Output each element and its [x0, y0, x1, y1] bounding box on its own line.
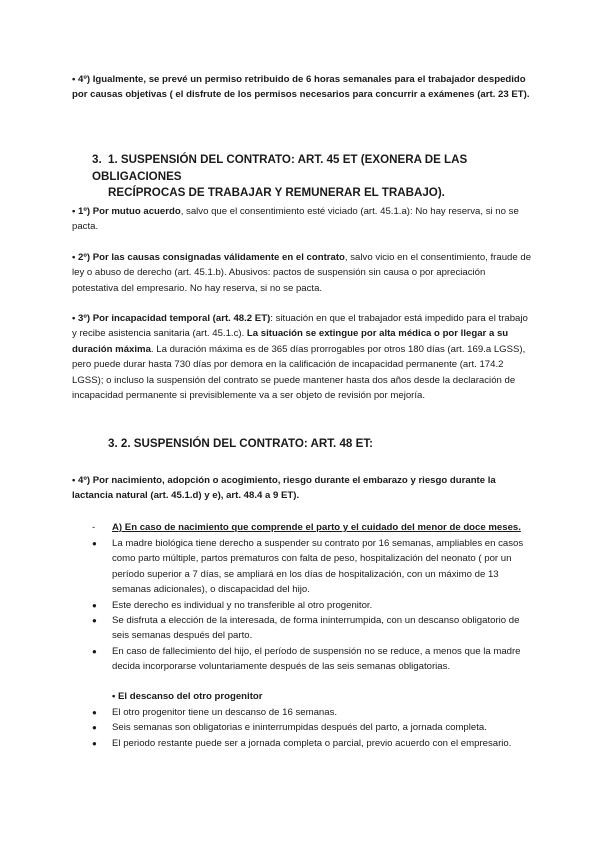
paragraph-bold-lead: • 4º) Por nacimiento, adopción o acogimiento, riesgo durante el embarazo y riesgo durante la lactancia natural (art. 45.1.d) y e), art. 48.4 a 9 ET). — [72, 475, 496, 502]
paragraph-bold-lead: • 2º) Por las causas consignadas válidamente en el contrato — [72, 252, 345, 263]
section-heading-3-2: 3. 2. SUSPENSIÓN DEL CONTRATO: ART. 48 ET: — [108, 437, 373, 450]
list-item: ● El otro progenitor tiene un descanso de 16 semanas. — [92, 705, 532, 720]
list-otro-progenitor — [92, 705, 532, 751]
paragraph-bold-lead: • 3º) Por incapacidad temporal (art. 48.2 ET) — [72, 313, 271, 324]
list-madre-biologica — [92, 536, 532, 675]
heading-line-2: RECÍPROCAS DE TRABAJAR Y REMUNERAR EL TRABAJO). — [108, 186, 445, 199]
dash-marker: - — [92, 522, 96, 533]
list-item: ● Este derecho es individual y no transferible al otro progenitor. — [92, 598, 532, 613]
section-a-title: A) En caso de nacimiento que comprende el parto y el cuidado del menor de doce meses. — [112, 522, 521, 533]
heading-number: 3. — [92, 153, 102, 166]
heading-line-1: 1. SUSPENSIÓN DEL CONTRATO: ART. 45 ET (EXONERA DE LAS OBLIGACIONES — [92, 153, 468, 183]
paragraph-incapacidad-temporal: • 3º) Por incapacidad temporal (art. 48.2 ET): situación en que el trabajador está impedido para el trabajo y recibe asistencia sanitaria (art. 45.1.c). La situación se extingue por alta médica o por llegar a su duración máxima. La duración máxima es de 365 días prorrogables por otros 180 días (art. 169.a LGSS), pero puede durar hasta 730 días por demora en la calificación de incapacidad permanente (art. 174.2 LGSS); o incluso la suspensión del contrato se puede mantener hasta dos años desde la declaración de incapacidad permanente si previsiblemente va a ser objeto de revisión por mejoría. — [72, 313, 528, 402]
subheading-otro-progenitor: • El descanso del otro progenitor — [112, 691, 263, 702]
section-a-heading — [92, 520, 552, 535]
section-heading-3-1 — [92, 152, 552, 202]
list-item: ● El periodo restante puede ser a jornada completa o parcial, previo acuerdo con el empresario. — [92, 736, 532, 751]
paragraph-nacimiento — [72, 473, 532, 504]
paragraph-bold-inline: La situación se extingue por alta médica o por llegar a su duración máxima — [72, 328, 509, 355]
list-item: ● Se disfruta a elección de la interesada, de forma ininterrumpida, con un descanso obligatorio de seis semanas después del parto. — [92, 613, 532, 644]
list-item: ● En caso de fallecimiento del hijo, el período de suspensión no se reduce, a menos que la madre decida incorporarse voluntariamente después de las seis semanas obligatorias. — [92, 644, 532, 675]
intro-text: Igualmente, se prevé un permiso retribuido de 6 horas semanales para el trabajador despedido por causas objetivas ( el disfrute de los permisos necesarios para concurrir a exámenes (art. 23 ET). — [72, 74, 530, 101]
paragraph-mutuo-acuerdo: • 1º) Por mutuo acuerdo, salvo que el consentimiento esté viciado (art. 45.1.a): No hay reserva, si no se pacta. — [72, 206, 519, 233]
intro-paragraph: • 4º) Igualmente, se prevé un permiso retribuido de 6 horas semanales para el trabajador despedido por causas objetivas ( el disfrute de los permisos necesarios para concurrir a exámenes (art. 23 ET). — [72, 74, 530, 101]
list-item: ● Seis semanas son obligatorias e ininterrumpidas después del parto, a jornada completa. — [92, 720, 532, 735]
list-item: ● La madre biológica tiene derecho a suspender su contrato por 16 semanas, ampliables en casos como parto múltiple, partos prematuros con falta de peso, hospitalización del neonato ( por un período superior a 7 días, se ampliará en los días de hospitalización, con un máximo de 13 semanas adicionales), o discapacidad del hijo. — [92, 536, 532, 598]
paragraph-bold-lead: • 1º) Por mutuo acuerdo — [72, 206, 181, 217]
paragraph-causas-contrato: • 2º) Por las causas consignadas válidamente en el contrato, salvo vicio en el consentimiento, fraude de ley o abuso de derecho (art. 45.1.b). Abusivos: pactos de suspensión sin causa o por apreciación potestativa del empresario. No hay reserva, si no se pacta. — [72, 252, 532, 294]
